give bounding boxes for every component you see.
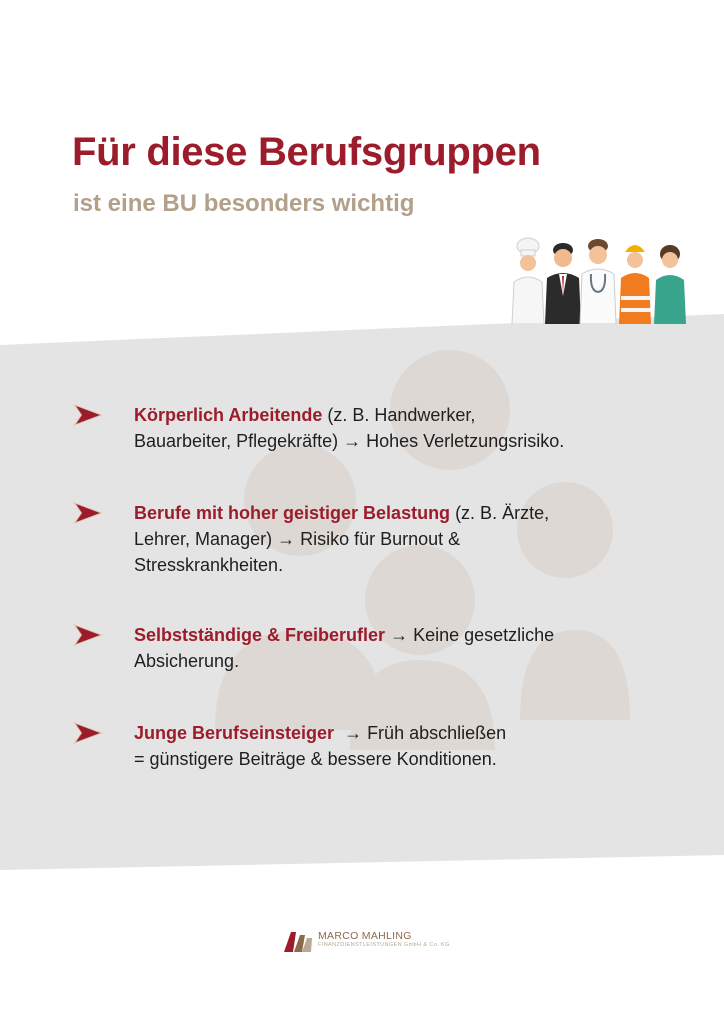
arrow-bullet-icon [72, 500, 106, 526]
manager-figure [545, 243, 581, 324]
mm-logo-icon [284, 932, 314, 952]
professionals-group-icon [508, 236, 698, 324]
item-text: Absicherung. [134, 651, 240, 671]
item-text: Stresskrankheiten. [134, 555, 284, 575]
item-text: Lehrer, Manager) → Risiko für Burnout & [134, 529, 461, 549]
item-highlight: Junge Berufseinsteiger [134, 723, 335, 743]
item-text: → Früh abschließen [334, 723, 507, 743]
brand-name: MARCO MAHLING [318, 930, 412, 942]
item-highlight: Körperlich Arbeitende [134, 405, 323, 425]
item-text: → Keine gesetzliche [385, 625, 555, 645]
footer-logo [284, 930, 484, 954]
item-text: = günstigere Beiträge & bessere Konditionen. [134, 749, 497, 769]
item-text: Bauarbeiter, Pflegekräfte) → Hohes Verletzungsrisiko. [134, 431, 565, 451]
item-text: (z. B. Handwerker, [322, 405, 476, 425]
doctor-figure [580, 239, 616, 324]
chef-figure [512, 238, 544, 324]
construction-worker-figure [619, 245, 651, 324]
item-text: (z. B. Ärzte, [450, 503, 550, 523]
brand-subline: FINANZDIENSTLEISTUNGEN GmbH & Co. KG [318, 942, 450, 948]
arrow-bullet-icon [72, 402, 106, 428]
arrow-bullet-icon [72, 622, 106, 648]
content-band [0, 300, 724, 870]
item-highlight: Berufe mit hoher geistiger Belastung [134, 503, 451, 523]
page-subtitle: ist eine BU besonders wichtig [73, 190, 415, 217]
nurse-figure [654, 245, 686, 324]
arrow-bullet-icon [72, 720, 106, 746]
item-highlight: Selbstständige & Freiberufler [134, 625, 386, 645]
page-title: Für diese Berufsgruppen [72, 130, 541, 174]
